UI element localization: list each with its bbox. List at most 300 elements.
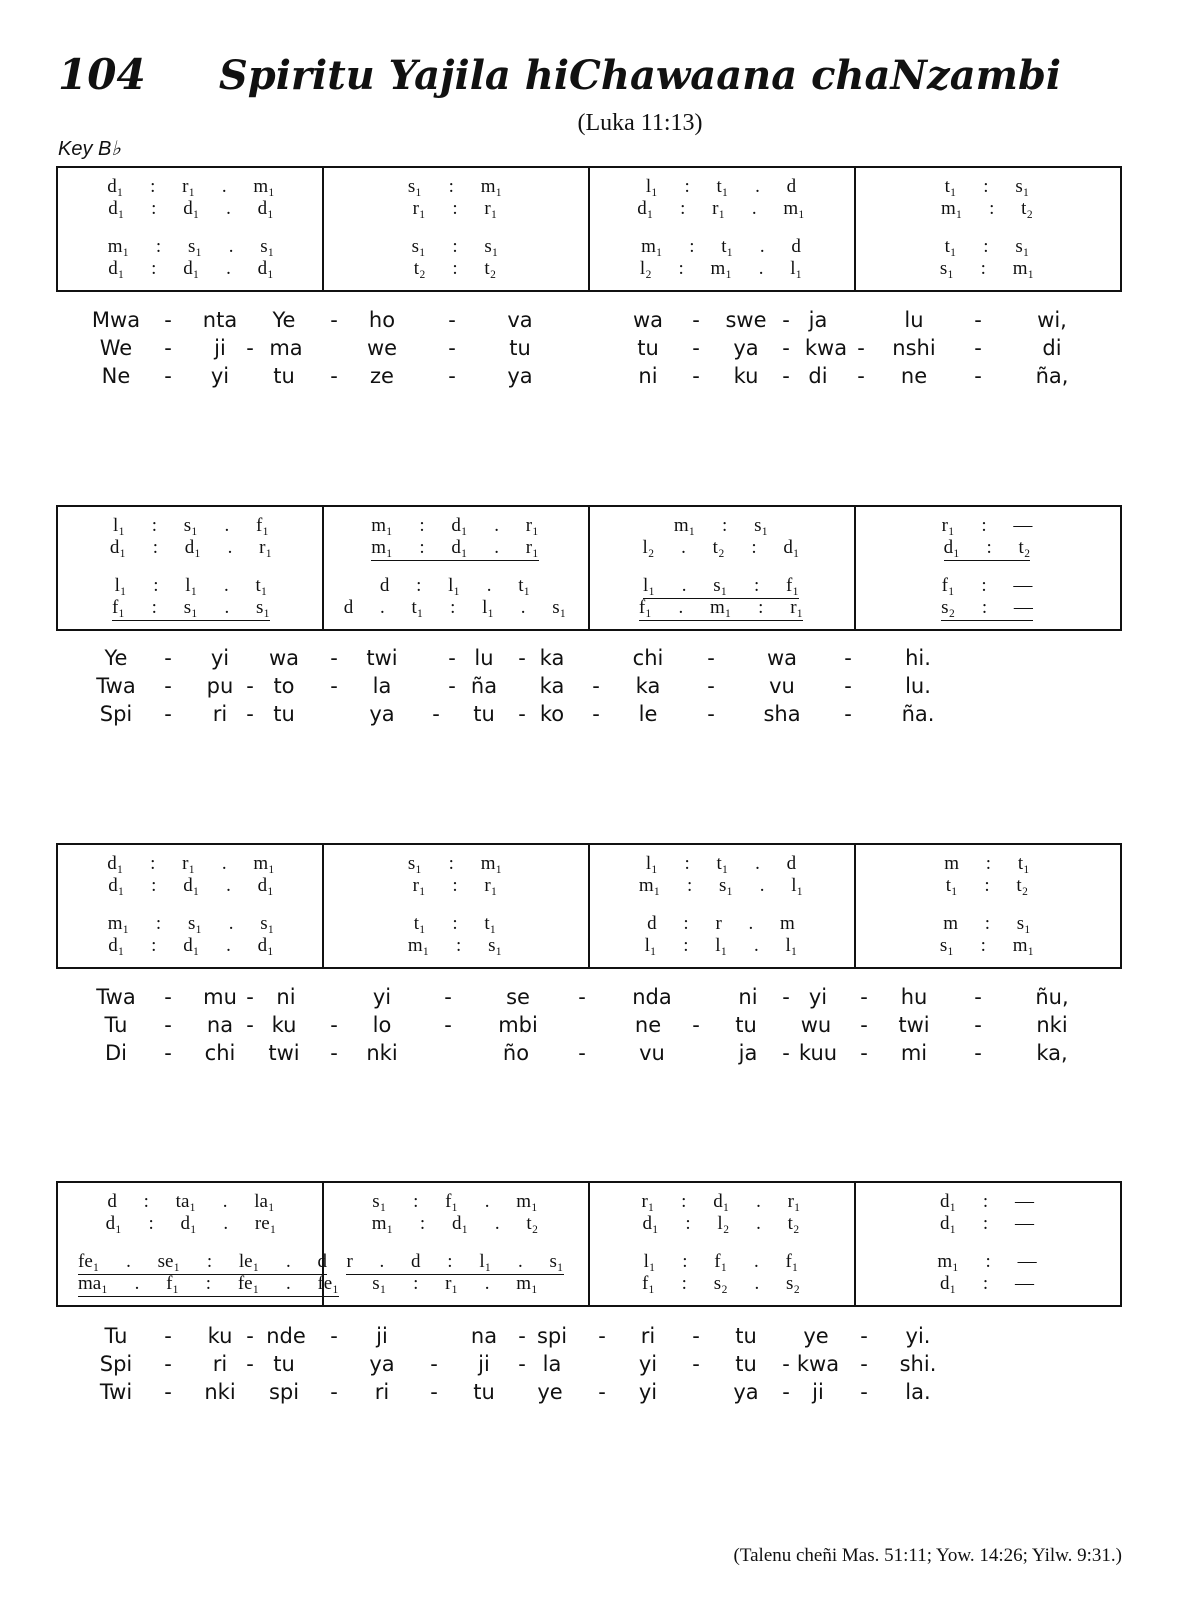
lyric-syllable: tu [473, 1380, 495, 1404]
solfa-text: d₁ : d₁ . d₁ [108, 258, 274, 279]
measure-notes [78, 515, 304, 537]
hyphen: - [330, 1324, 338, 1348]
solfa-text: m : t₁ [944, 853, 1030, 874]
lyric-syllable: ka [539, 646, 565, 670]
lyric-syllable: ne [634, 1013, 662, 1037]
measure-notes [608, 853, 834, 875]
hyphen: - [518, 646, 526, 670]
part-row [58, 935, 1120, 959]
measure-notes [874, 1213, 1100, 1235]
part-row [58, 537, 1120, 561]
lyric-syllable: ka [635, 674, 661, 698]
measure-notes [874, 1273, 1100, 1295]
measure-notes [78, 935, 304, 957]
solfa-text: l₁ : l₁ . l₁ [644, 935, 798, 956]
lyric-syllable: tu [273, 364, 295, 388]
lyric-syllable: mu [203, 985, 237, 1009]
solfa-text: m₁ : s₁ [407, 935, 503, 956]
hyphen: - [974, 1013, 982, 1037]
lyric-syllable: to [273, 674, 295, 698]
hyphen: - [246, 1013, 254, 1037]
part-row [58, 853, 1120, 877]
hyphen: - [330, 364, 338, 388]
hyphen: - [844, 702, 852, 726]
solfa-text: m₁ : s₁ [673, 515, 769, 536]
lyric-syllable: yi [372, 985, 392, 1009]
solfa-text: t₁ : s₁ [944, 236, 1030, 257]
hyphen: - [164, 985, 172, 1009]
measure-notes [608, 575, 834, 599]
lyric-syllable: Twi [99, 1380, 133, 1404]
solfa-text: d₁ : r₁ . m₁ [637, 198, 805, 219]
hyphen: - [707, 702, 715, 726]
lyric-syllable: ya [369, 1352, 395, 1376]
hyphen: - [448, 336, 456, 360]
lyric-syllable: twi [366, 646, 398, 670]
measure-notes [342, 1191, 568, 1213]
part-row [58, 575, 1120, 599]
measure-notes [342, 176, 568, 198]
solfa-text: l₁ : f₁ . f₁ [643, 1251, 799, 1272]
hyphen: - [974, 1041, 982, 1065]
lyric-syllable: tu [509, 336, 531, 360]
lyric-syllable: swe [725, 308, 767, 332]
hyphen: - [164, 646, 172, 670]
measure-notes [874, 875, 1100, 897]
lyric-syllable: le [638, 702, 658, 726]
solfa-text: r₁ : d₁ . r₁ [641, 1191, 801, 1212]
hyphen: - [246, 674, 254, 698]
hyphen: - [782, 308, 790, 332]
solfa-text: t₁ : t₂ [945, 875, 1029, 896]
lyric-syllable: hu [900, 985, 928, 1009]
hyphen: - [330, 1041, 338, 1065]
measure-notes [874, 597, 1100, 621]
hyphen: - [518, 1324, 526, 1348]
solfa-text: m₁ : d₁ . r₁ [371, 537, 539, 561]
lyric-syllable: ya [369, 702, 395, 726]
solfa-text: d₁ : r₁ . m₁ [107, 176, 275, 197]
lyric-syllable: twi [268, 1041, 300, 1065]
lyric-syllable: nda [632, 985, 672, 1009]
lyric-syllable: Spi [99, 1352, 133, 1376]
part-row [58, 1273, 1120, 1297]
lyric-syllable: yi [638, 1352, 658, 1376]
part-row [58, 913, 1120, 937]
lyric-syllable: Ne [101, 364, 131, 388]
measure-notes [78, 258, 304, 280]
hyphen: - [430, 1380, 438, 1404]
lyric-syllable: tu [735, 1352, 757, 1376]
lyric-syllable: spi [268, 1380, 300, 1404]
hyphen: - [860, 1324, 868, 1348]
measure-notes [608, 236, 834, 258]
solfa-text: d₁ : d₁ . d₁ [108, 875, 274, 896]
lyric-syllable: ze [370, 364, 394, 388]
solfa-text: m₁ : s₁ . s₁ [107, 236, 275, 257]
lyric-syllable: yi. [905, 1324, 931, 1348]
lyric-syllable: tu [735, 1013, 757, 1037]
lyric-syllable: ya [733, 1380, 759, 1404]
solfa-text: r . d : l₁ . s₁ [346, 1251, 563, 1275]
hyphen: - [707, 674, 715, 698]
music-system [56, 505, 1122, 631]
music-system [56, 166, 1122, 292]
hyphen: - [692, 1324, 700, 1348]
solfa-text: m₁ : t₂ [940, 198, 1034, 219]
part-row [58, 875, 1120, 899]
measure-notes [78, 198, 304, 220]
lyric-syllable: la [372, 674, 392, 698]
lyric-syllable: ri [212, 1352, 228, 1376]
lyric-syllable: spi [536, 1324, 568, 1348]
lyric-syllable: kwa [796, 1352, 840, 1376]
hyphen: - [974, 364, 982, 388]
lyric-syllable: tu [273, 702, 295, 726]
lyric-syllable: kwa [804, 336, 848, 360]
measure-notes [78, 913, 304, 935]
hyphen: - [692, 364, 700, 388]
measure-notes [608, 913, 834, 935]
measure-notes [608, 875, 834, 897]
solfa-text: d₁ : — [940, 1273, 1034, 1294]
lyric-syllable: Spi [99, 702, 133, 726]
hyphen: - [578, 1041, 586, 1065]
hyphen: - [164, 702, 172, 726]
measure-notes [874, 575, 1100, 597]
hyphen: - [330, 646, 338, 670]
hyphen: - [448, 308, 456, 332]
hyphen: - [164, 308, 172, 332]
measure-notes [342, 875, 568, 897]
measure-notes [342, 575, 568, 597]
lyric-line [56, 985, 1122, 1013]
lyric-line [56, 1324, 1122, 1352]
measure-notes [608, 935, 834, 957]
lyric-line [56, 1041, 1122, 1069]
lyric-syllable: ña. [901, 702, 935, 726]
measure-notes [874, 913, 1100, 935]
solfa-text: m₁ : d₁ . r₁ [371, 515, 539, 536]
hyphen: - [432, 702, 440, 726]
hyphen: - [782, 1352, 790, 1376]
lyric-syllable: tu [735, 1324, 757, 1348]
measure-notes [874, 853, 1100, 875]
hyphen: - [598, 1324, 606, 1348]
hyphen: - [974, 336, 982, 360]
measure-notes [874, 258, 1100, 280]
hyphen: - [164, 336, 172, 360]
measure-notes [608, 1191, 834, 1213]
solfa-text: t₂ : t₂ [413, 258, 497, 279]
music-system [56, 843, 1122, 969]
lyric-syllable: nshi [892, 336, 936, 360]
hyphen: - [844, 674, 852, 698]
lyric-syllable: mi [900, 1041, 928, 1065]
measure-notes [608, 258, 834, 280]
lyric-syllable: vu [769, 674, 795, 698]
hyphen: - [164, 1013, 172, 1037]
measure-notes [342, 515, 568, 537]
measure-notes [78, 1251, 327, 1275]
lyric-syllable: yi [638, 1380, 658, 1404]
solfa-text: r₁ : — [941, 515, 1033, 536]
hyphen: - [782, 1380, 790, 1404]
part-row [58, 258, 1120, 282]
measure-notes [78, 176, 304, 198]
lyric-syllable: ji [214, 336, 226, 360]
solfa-text: l₁ : s₁ . f₁ [113, 515, 269, 536]
lyric-syllable: tu [273, 1352, 295, 1376]
solfa-text: l₂ . t₂ : d₁ [642, 537, 800, 558]
key-signature: Key B♭ [58, 138, 121, 160]
solfa-text: l₁ : l₁ . t₁ [114, 575, 268, 596]
measure-notes [608, 537, 834, 559]
lyric-line [56, 1352, 1122, 1380]
solfa-text: m₁ : s₁ . l₁ [638, 875, 804, 896]
lyric-syllable: na [206, 1013, 234, 1037]
hyphen: - [518, 1352, 526, 1376]
solfa-text: d₁ : — [940, 1213, 1034, 1234]
hyphen: - [430, 1352, 438, 1376]
measure-notes [342, 597, 568, 619]
lyric-syllable: se [506, 985, 530, 1009]
solfa-text: f₁ . m₁ : r₁ [639, 597, 803, 621]
measure-notes [874, 198, 1100, 220]
measure-notes [874, 176, 1100, 198]
hyphen: - [246, 336, 254, 360]
part-row [58, 1251, 1120, 1275]
hyphen: - [860, 1352, 868, 1376]
solfa-text: d₁ : d₁ . d₁ [108, 198, 274, 219]
hyphen: - [974, 985, 982, 1009]
lyric-syllable: ka, [1036, 1041, 1068, 1065]
hyphen: - [782, 336, 790, 360]
lyric-syllable: sha [763, 702, 801, 726]
lyric-syllable: ña, [1035, 364, 1069, 388]
lyric-line [56, 1380, 1122, 1408]
hyphen: - [330, 1380, 338, 1404]
lyric-syllable: nki [366, 1041, 398, 1065]
lyric-syllable: wa [766, 646, 798, 670]
hyphen: - [692, 336, 700, 360]
lyric-syllable: Ye [104, 646, 128, 670]
lyric-line [56, 308, 1122, 336]
lyric-line [56, 674, 1122, 702]
measure-notes [78, 575, 304, 597]
solfa-text: d : l₁ . t₁ [379, 575, 531, 596]
measure-notes [342, 853, 568, 875]
solfa-text: d₁ : — [940, 1191, 1034, 1212]
hyphen: - [518, 702, 526, 726]
solfa-text: s₁ : f₁ . m₁ [372, 1191, 538, 1212]
hyphen: - [164, 674, 172, 698]
solfa-text: s₁ : s₁ [411, 236, 499, 257]
lyric-syllable: ñu, [1035, 985, 1069, 1009]
lyrics-block [56, 308, 1122, 398]
lyric-syllable: wu [800, 1013, 832, 1037]
measure-notes [608, 198, 834, 220]
hyphen: - [692, 1352, 700, 1376]
solfa-text: s₁ : m₁ [939, 258, 1035, 279]
hyphen: - [246, 1352, 254, 1376]
lyric-syllable: twi [898, 1013, 930, 1037]
hyphen: - [782, 364, 790, 388]
hyphen: - [448, 646, 456, 670]
hyphen: - [330, 1013, 338, 1037]
hyphen: - [164, 1380, 172, 1404]
lyric-syllable: we [366, 336, 398, 360]
hyphen: - [692, 1013, 700, 1037]
part-row [58, 1191, 1120, 1215]
lyric-syllable: wa [632, 308, 664, 332]
scripture-reference: (Luka 11:13) [577, 110, 703, 136]
lyric-line [56, 364, 1122, 392]
lyric-syllable: ye [537, 1380, 563, 1404]
measure-notes [608, 176, 834, 198]
solfa-text: d₁ : d₁ . r₁ [109, 537, 273, 558]
hyphen: - [448, 674, 456, 698]
measure-notes [342, 537, 568, 561]
lyric-syllable: Di [104, 1041, 128, 1065]
measure-notes [78, 1213, 304, 1235]
solfa-text: f₁ : s₁ . s₁ [112, 597, 270, 621]
hyphen: - [330, 674, 338, 698]
solfa-text: r₁ : r₁ [412, 875, 498, 896]
lyric-syllable: wi, [1037, 308, 1067, 332]
measure-notes [874, 537, 1100, 561]
solfa-text: r₁ : r₁ [412, 198, 498, 219]
measure-notes [608, 1251, 834, 1273]
lyric-syllable: ji [478, 1352, 490, 1376]
measure-notes [874, 935, 1100, 957]
lyric-syllable: Twa [96, 674, 136, 698]
solfa-text: l₁ : t₁ . d [645, 176, 797, 197]
hyphen: - [860, 1013, 868, 1037]
lyric-line [56, 702, 1122, 730]
lyric-syllable: la. [905, 1380, 931, 1404]
lyric-syllable: yi [210, 364, 230, 388]
measure-notes [78, 1273, 339, 1297]
music-system [56, 1181, 1122, 1307]
lyric-syllable: ño [502, 1041, 530, 1065]
lyric-syllable: hi. [905, 646, 931, 670]
solfa-text: t₁ : s₁ [944, 176, 1030, 197]
solfa-text: d₁ : l₂ . t₂ [642, 1213, 800, 1234]
hyphen: - [598, 1380, 606, 1404]
hyphen: - [974, 308, 982, 332]
lyric-syllable: va [507, 308, 533, 332]
part-row [58, 515, 1120, 539]
lyric-line [56, 646, 1122, 674]
solfa-text: m₁ : — [937, 1251, 1037, 1272]
lyric-syllable: nki [1036, 1013, 1068, 1037]
lyric-syllable: ri [374, 1380, 390, 1404]
solfa-text: d₁ : r₁ . m₁ [107, 853, 275, 874]
lyric-syllable: lu [474, 646, 494, 670]
hyphen: - [246, 702, 254, 726]
measure-notes [78, 1191, 304, 1213]
solfa-text: d : ta₁ . la₁ [107, 1191, 275, 1212]
lyrics-block [56, 985, 1122, 1075]
part-row [58, 176, 1120, 200]
measure-notes [342, 198, 568, 220]
hyphen: - [444, 1013, 452, 1037]
lyrics-block [56, 1324, 1122, 1414]
measure-notes [342, 236, 568, 258]
measure-notes [342, 1251, 568, 1275]
lyric-syllable: wa [268, 646, 300, 670]
lyric-syllable: chi [204, 1041, 236, 1065]
hyphen: - [844, 646, 852, 670]
hyphen: - [707, 646, 715, 670]
measure-notes [342, 258, 568, 280]
solfa-text: d . t₁ : l₁ . s₁ [343, 597, 567, 618]
solfa-text: d : r . m [647, 913, 795, 934]
solfa-text: s₁ : m₁ [407, 853, 503, 874]
lyric-syllable: di [808, 364, 828, 388]
solfa-text: f₁ : — [941, 575, 1033, 596]
lyric-syllable: ho [368, 308, 396, 332]
lyric-syllable: yi [210, 646, 230, 670]
lyric-syllable: ji [376, 1324, 388, 1348]
part-row [58, 236, 1120, 260]
solfa-text: f₁ : s₂ . s₂ [641, 1273, 801, 1294]
part-row [58, 198, 1120, 222]
lyric-syllable: lo [372, 1013, 392, 1037]
hyphen: - [860, 985, 868, 1009]
lyric-syllable: ri [212, 702, 228, 726]
solfa-text: l₂ : m₁ . l₁ [639, 258, 803, 279]
lyric-syllable: kuu [798, 1041, 838, 1065]
solfa-text: m₁ : t₁ . d [641, 236, 801, 257]
solfa-text: d₁ : d₁ . re₁ [105, 1213, 277, 1234]
lyric-syllable: ña [470, 674, 498, 698]
lyric-syllable: ma [269, 336, 303, 360]
hyphen: - [782, 985, 790, 1009]
lyric-syllable: nki [204, 1380, 236, 1404]
measure-notes [78, 875, 304, 897]
lyric-syllable: mbi [498, 1013, 538, 1037]
solfa-text: t₁ : t₁ [413, 913, 497, 934]
lyric-syllable: Twa [96, 985, 136, 1009]
solfa-text: fe₁ . se₁ : le₁ . d [78, 1251, 327, 1275]
lyric-line [56, 336, 1122, 364]
hyphen: - [857, 336, 865, 360]
lyric-syllable: ya [733, 336, 759, 360]
measure-notes [342, 913, 568, 935]
hyphen: - [330, 308, 338, 332]
hymn-number: 104 [58, 50, 146, 99]
lyric-syllable: pu [206, 674, 234, 698]
lyric-syllable: ku [271, 1013, 297, 1037]
hyphen: - [246, 1324, 254, 1348]
measure-notes [342, 1213, 568, 1235]
lyric-syllable: chi [632, 646, 664, 670]
solfa-text: l₁ . s₁ : f₁ [643, 575, 799, 599]
solfa-text: m₁ : d₁ . t₂ [371, 1213, 539, 1234]
solfa-text: d₁ : t₂ [944, 537, 1031, 561]
lyric-syllable: tu [473, 702, 495, 726]
hyphen: - [444, 985, 452, 1009]
solfa-text: s₁ : m₁ [939, 935, 1035, 956]
hyphen: - [164, 364, 172, 388]
lyric-syllable: ka [539, 674, 565, 698]
part-row [58, 597, 1120, 621]
solfa-text: s₂ : — [941, 597, 1033, 621]
hyphen: - [592, 674, 600, 698]
lyric-syllable: vu [639, 1041, 665, 1065]
